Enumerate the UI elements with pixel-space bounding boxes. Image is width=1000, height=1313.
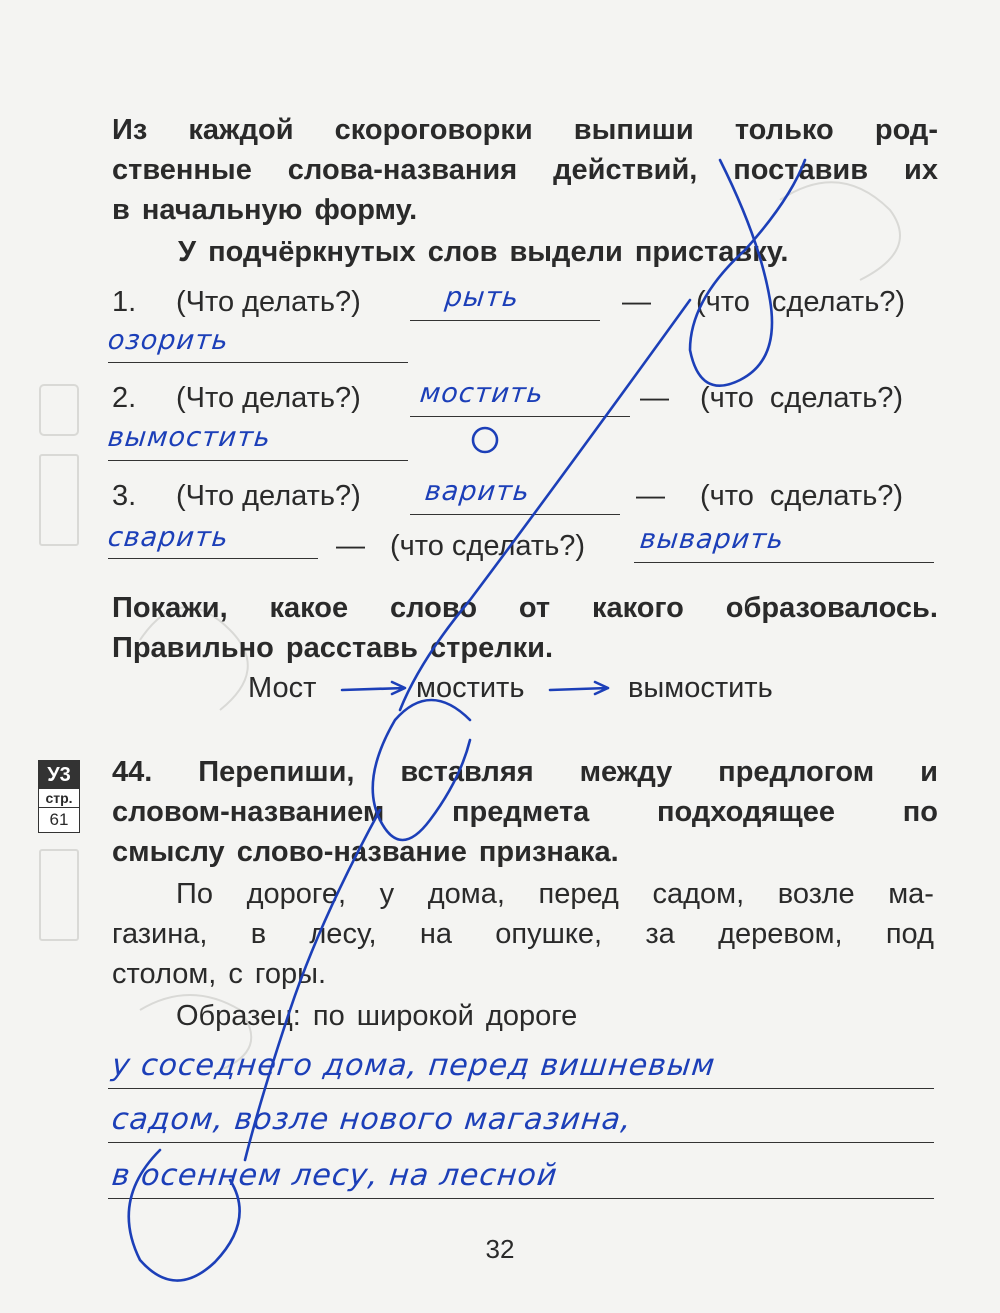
ex44-line-1: 44. Перепиши, вставляя между предлогом и xyxy=(112,756,938,788)
row3-question2: (что сделать?) xyxy=(700,480,904,512)
diagonal-stroke xyxy=(245,810,380,1160)
handwritten-line-3: в осеннем лесу, на лесной xyxy=(110,1158,560,1193)
row3-answer1: варить xyxy=(423,476,532,507)
arrow-mostit-to-vymostit xyxy=(550,682,608,694)
row1-answer1: рыть xyxy=(443,282,521,313)
chain-word-2: мостить xyxy=(416,672,525,704)
ex44-line-2: словом-названием предмета подходящее по xyxy=(112,796,938,828)
ex44-sample: Образец: по широкой дороге xyxy=(176,1000,578,1032)
arrows-task-line-2: Правильно расставь стрелки. xyxy=(112,632,554,664)
tag-label: У3 xyxy=(39,761,79,789)
arrows-task-line-1: Покажи, какое слово от какого образовалось. xyxy=(112,592,938,624)
ex44-line-3: смыслу слово-название признака. xyxy=(112,836,619,868)
row1-answer2: озорить xyxy=(106,325,231,356)
row3-answer3: выварить xyxy=(638,524,786,555)
row3-dash: — xyxy=(636,480,665,512)
loop-scribble xyxy=(373,700,470,840)
ex44-text-line-2: газина, в лесу, на опушке, за деревом, под xyxy=(112,918,934,950)
row3-question3: (что сделать?) xyxy=(390,530,586,562)
row1-question1: (Что делать?) xyxy=(176,286,361,318)
row2-answer1: мостить xyxy=(418,378,546,409)
chain-word-1: Мост xyxy=(248,672,317,704)
check-scribble xyxy=(690,160,805,386)
arrow-most-to-mostit xyxy=(342,682,405,694)
task-line-2: ственные слова-названия действий, поставив их xyxy=(112,154,938,186)
row3-question1: (Что делать?) xyxy=(176,480,361,512)
ex44-text-line-1: По дороге, у дома, перед садом, возле ма- xyxy=(176,878,934,910)
tag-str: стр. xyxy=(39,789,79,808)
handwritten-line-1: у соседнего дома, перед вишневым xyxy=(110,1048,718,1083)
ex44-text-line-3: столом, с горы. xyxy=(112,958,327,990)
row3-number: 3. xyxy=(112,480,137,512)
bottom-loop xyxy=(129,1150,240,1281)
small-circle xyxy=(473,428,497,452)
task-line-1: Из каждой скороговорки выпиши только род- xyxy=(112,114,938,146)
row3-dash2: — xyxy=(336,530,365,562)
row2-question1: (Что делать?) xyxy=(176,382,361,414)
row1-number: 1. xyxy=(112,286,137,318)
row1-question2: (что сделать?) xyxy=(696,286,906,318)
row1-dash: — xyxy=(622,286,651,318)
chain-word-3: вымостить xyxy=(628,672,773,704)
row2-dash: — xyxy=(640,382,669,414)
task-line-4: У подчёркнутых слов выдели приставку. xyxy=(178,236,789,268)
row3-answer2: сварить xyxy=(106,522,231,553)
page-number: 32 xyxy=(485,1234,515,1264)
row2-number: 2. xyxy=(112,382,137,414)
row2-question2: (что сделать?) xyxy=(700,382,904,414)
task-line-3: в начальную форму. xyxy=(112,194,418,226)
tag-number: 61 xyxy=(49,810,69,829)
handwritten-line-2: садом, возле нового магазина, xyxy=(110,1102,634,1137)
long-slash xyxy=(400,300,690,710)
row2-answer2: вымостить xyxy=(106,422,273,453)
